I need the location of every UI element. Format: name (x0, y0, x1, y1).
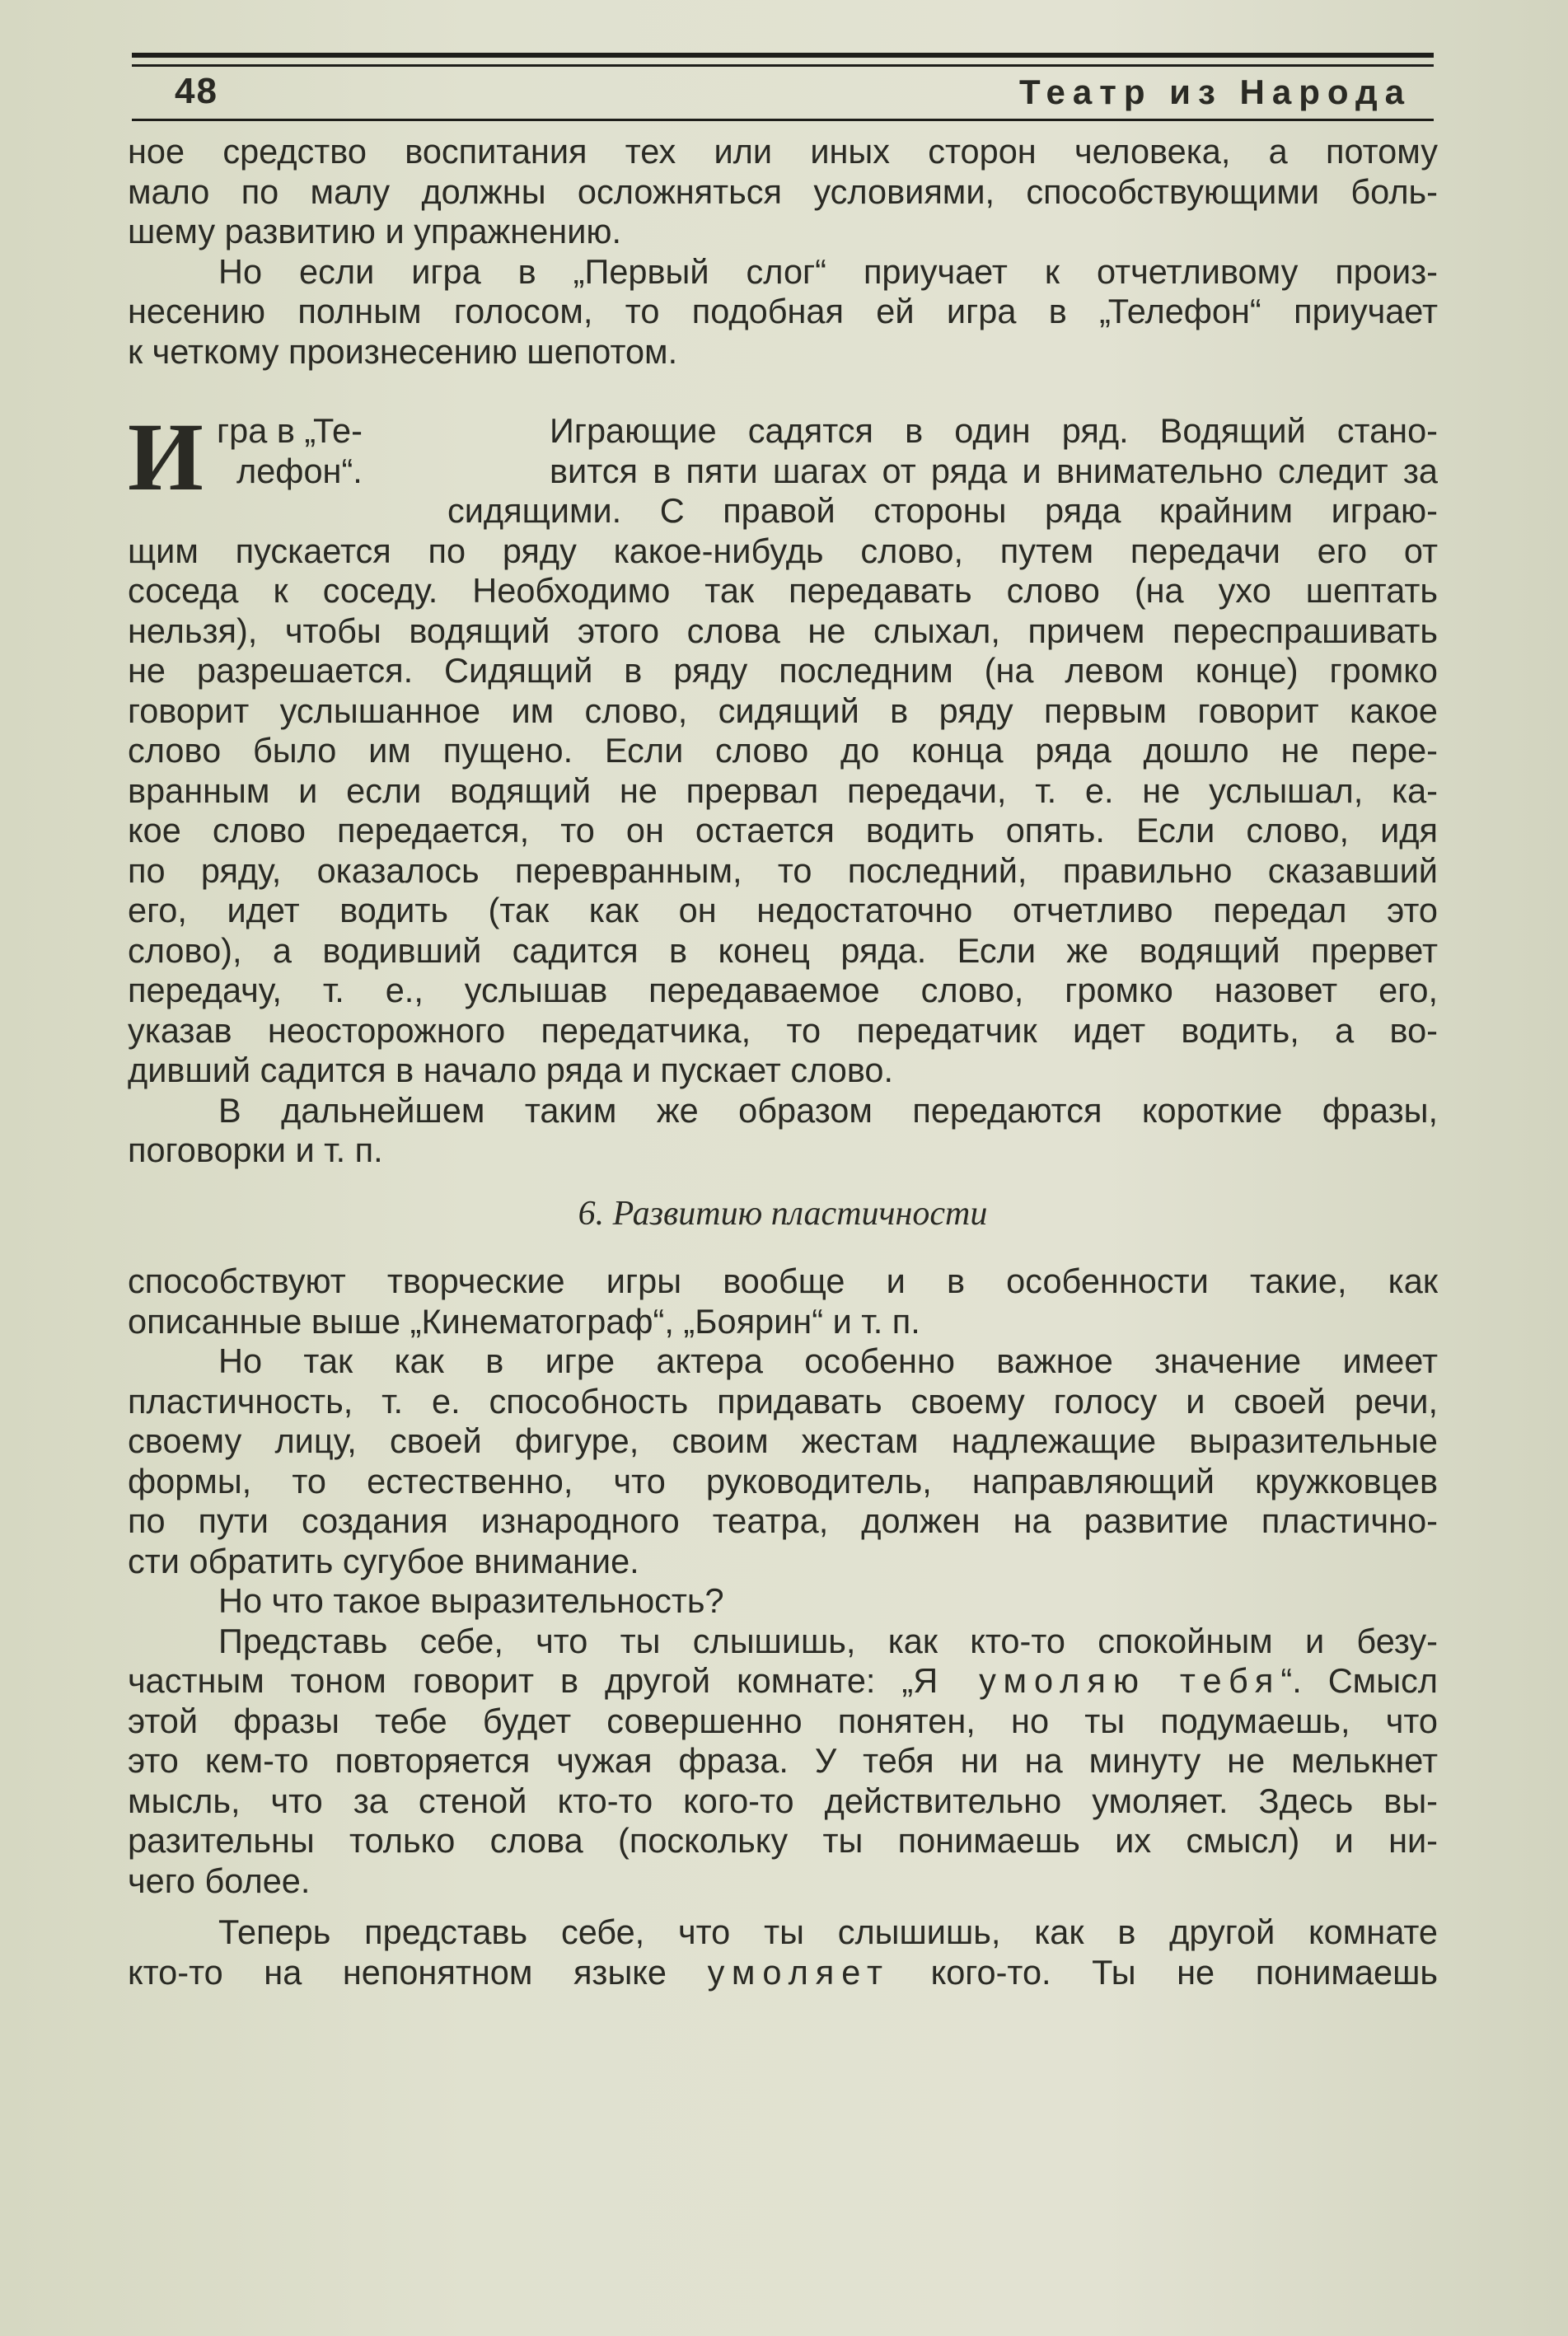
text-line: щим пускается по ряду какое-нибудь слово, путем передачи его от (128, 531, 1438, 570)
text-line: поговорки и т. п. (128, 1131, 383, 1169)
text-line: дивший садится в начало ряда и пускает слово. (128, 1051, 894, 1089)
header-rule-top-thin (132, 64, 1434, 67)
text-line: говорит услышанное им слово, сидящий в ряду первым говорит какое (128, 691, 1438, 730)
page-number: 48 (175, 71, 218, 111)
text-line: слово было им пущено. Если слово до конца ряда дошло не пере- (128, 731, 1438, 770)
text-line: Но что такое выразительность? (218, 1581, 724, 1620)
text-line: шему развитию и упражнению. (128, 212, 622, 250)
text-line: Но если игра в „Первый слог“ приучает к отчетливому произ- (218, 251, 1438, 291)
text-line: по пути создания изнародного театра, должен на развитие пластично- (128, 1501, 1438, 1540)
text-line: ное средство воспитания тех или иных сторон человека, а потому (128, 132, 1438, 171)
text-line: нельзя), чтобы водящий этого слова не слыхал, причем переспрашивать (128, 611, 1438, 650)
text-line: мысль, что за стеной кто-то кого-то действительно умоляет. Здесь вы- (128, 1781, 1438, 1820)
text-line: его, идет водить (так как он недостаточно отчетливо передал это (128, 891, 1438, 929)
text-line (128, 1661, 1438, 1702)
text-line: этой фразы тебе будет совершенно понятен, но ты подумаешь, что (128, 1701, 1438, 1740)
text-fragment: “. Смысл (1280, 1661, 1438, 1700)
text-line: своему лицу, своей фигуре, своим жестам надлежащие выразительные (128, 1421, 1438, 1460)
text-line: пластичность, т. е. способность придавать своему голосу и своей речи, (128, 1381, 1438, 1421)
text-line: к четкому произнесению шепотом. (128, 331, 678, 371)
text-line: вится в пяти шагах от ряда и внимательно следит за (550, 451, 1438, 490)
spaced-emphasis: Я умоляю тебя (913, 1661, 1281, 1700)
section-heading-row (128, 452, 1438, 492)
header-rule-bottom (132, 119, 1434, 121)
text-line: по ряду, оказалось перевранным, то последний, правильно сказавший (128, 850, 1438, 890)
text-line: В дальнейшем таким же образом передаются короткие фразы, (218, 1090, 1438, 1130)
section-title-line: лефон“. (236, 451, 363, 490)
text-line: способствуют творческие игры вообще и в особенности такие, как (128, 1262, 1438, 1300)
text-line: это кем-то повторяется чужая фраза. У тебя ни на минуту не мелькнет (128, 1741, 1438, 1780)
text-line: разительны только слова (поскольку ты понимаешь их смысл) и ни- (128, 1821, 1438, 1860)
text-line: чего более. (128, 1861, 311, 1900)
text-line: формы, то естественно, что руководитель, направляющий кружковцев (128, 1461, 1438, 1500)
text-line: сти обратить сугубое внимание. (128, 1541, 639, 1580)
text-line (128, 1953, 1438, 1993)
text-line: Играющие садятся в один ряд. Водящий стано- (550, 411, 1438, 450)
subheading: 6. Развитию пластичности (578, 1194, 988, 1233)
text-line: несению полным голосом, то подобная ей игра в „Телефон“ приучает (128, 292, 1438, 330)
text-line: указав неосторожного передатчика, то передатчик идет водить, а во- (128, 1010, 1438, 1050)
text-line: Теперь представь себе, что ты слышишь, как в другой комнате (218, 1912, 1438, 1951)
text-line: сидящими. С правой стороны ряда крайним играю- (447, 491, 1438, 530)
text-fragment: кто-то на непонятном языке (128, 1952, 708, 1992)
text-line: Представь себе, что ты слышишь, как кто-то спокойным и безу- (218, 1621, 1438, 1660)
header-rule-top (132, 53, 1434, 58)
running-head: Театр из Народа (1018, 73, 1411, 111)
text-line: передачу, т. е., услышав передаваемое слово, громко назовет его, (128, 971, 1438, 1009)
text-line: соседа к соседу. Необходимо так передавать слово (на ухо шептать (128, 571, 1438, 610)
text-line: мало по малу должны осложняться условиями, способствующими боль- (128, 171, 1438, 211)
section-title-line: гра в „Те- (217, 411, 363, 450)
text-line: вранным и если водящий не прервал передачи, т. е. не услышал, ка- (128, 770, 1438, 810)
text-fragment: частным тоном говорит в другой комнате: „ (128, 1661, 914, 1700)
drop-cap: И (128, 403, 204, 511)
text-line: Но так как в игре актера особенно важное значение имеет (218, 1341, 1438, 1380)
text-line: слово), а водивший садится в конец ряда. Если же водящий прервет (128, 930, 1438, 970)
text-line: не разрешается. Сидящий в ряду последним (на левом конце) громко (128, 651, 1438, 690)
text-line: описанные выше „Кинематограф“, „Боярин“ и т. п. (128, 1301, 920, 1341)
section-heading-row (128, 491, 1438, 531)
spaced-emphasis: умоляет (707, 1952, 890, 1992)
text-fragment: кого-то. Ты не понимаешь (890, 1952, 1438, 1992)
body-text (128, 132, 1438, 1992)
text-line: кое слово передается, то он остается водить опять. Если слово, идя (128, 811, 1438, 850)
